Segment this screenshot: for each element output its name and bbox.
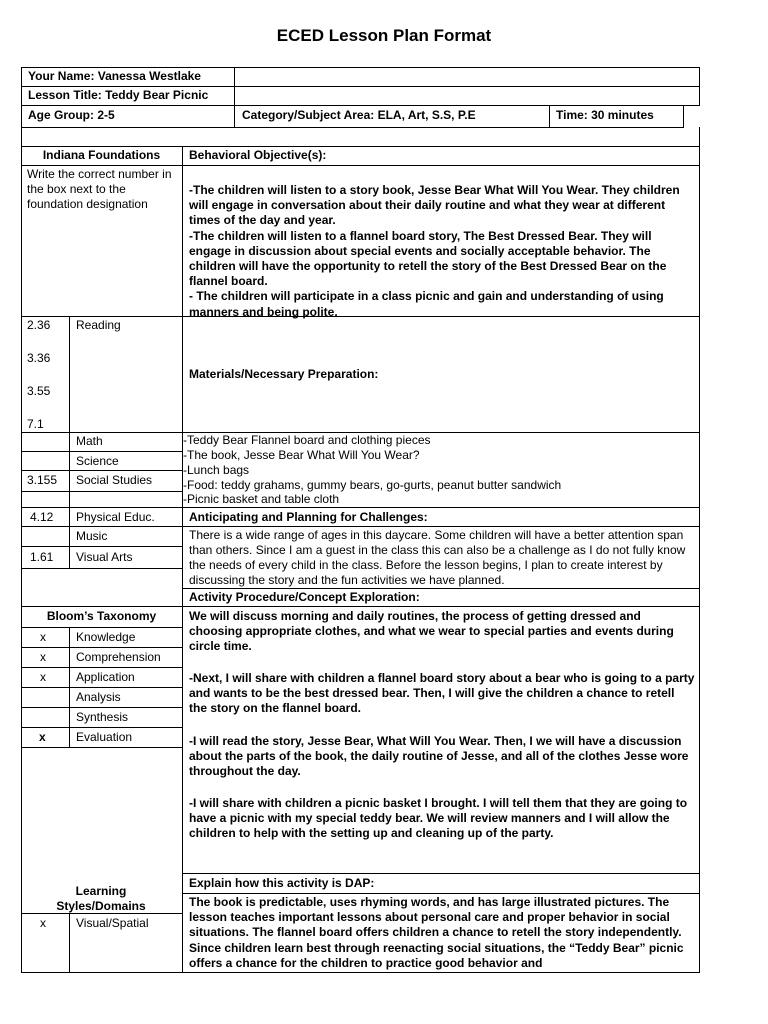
lesson-title: Lesson Title: Teddy Bear Picnic [28,88,209,102]
subject-code: 1.61 [30,550,54,564]
blooms-synthesis: Synthesis [76,710,129,724]
procedure-header: Activity Procedure/Concept Exploration: [189,590,420,604]
time: Time: 30 minutes [556,108,654,122]
blooms-header: Bloom’s Taxonomy [46,609,157,623]
materials-item: -Picnic basket and table cloth [183,492,340,506]
materials-item: -The book, Jesse Bear What Will You Wear? [183,448,420,462]
subject-physical-educ: Physical Educ. [76,510,155,524]
rule [21,972,700,973]
page-title: ECED Lesson Plan Format [276,26,492,45]
rule [699,127,700,972]
materials-item: -Lunch bags [183,463,250,477]
rule [683,105,684,127]
rule [21,606,700,607]
rule [21,647,182,648]
your-name: Your Name: Vanessa Westlake [28,69,201,83]
rule [69,913,70,972]
rule [21,67,22,127]
subject-code: 4.12 [30,510,54,524]
rule [182,873,700,874]
rule [21,707,182,708]
blooms-evaluation: Evaluation [76,730,133,744]
subject-code: 3.155 [27,473,58,487]
reading-code: 3.36 [27,351,51,365]
subject-reading: Reading [76,318,121,332]
rule [182,146,183,972]
blooms-application: Application [76,670,135,684]
rule [21,451,182,452]
rule [21,67,700,68]
foundations-note: Write the correct number in the box next to the foundation designation [27,167,172,211]
objectives-text: -The children will listen to a story book, Jesse Bear What Will You Wear. They children will engage in conversation about their daily routine and what they wear at different times of the day and year. -The children will listen to a flannel board story, The Best Dressed Bear. They will engage in discussion about special events and socially acceptable behavior. The children will have the opportunity to retell the story of the Best Dressed Bear on the flannel board. - The children will participate in a class picnic and gain and understanding of using manners and being polite. [189,183,680,319]
blooms-mark: x [40,650,46,664]
subject-visual-arts: Visual Arts [76,550,133,564]
materials-item: -Food: teddy grahams, gummy bears, go-gurts, peanut butter sandwich [183,478,562,492]
rule [21,687,182,688]
subject-music: Music [76,529,108,543]
challenges-text: There is a wide range of ages in this daycare. Some children will have a better attention span than others. Since I am a guest in the class this can also be a challenge as I do not fully know the needs of every child in the class. Before the lesson begins, I plan to create interest by discussing the story and the fun activities we have planned. [189,528,686,587]
rule [182,893,700,894]
objectives-header: Behavioral Objective(s): [189,148,327,162]
learning-mark: x [40,916,46,930]
rule [21,727,182,728]
rule [549,105,550,127]
rule [21,86,700,87]
foundations-header: Indiana Foundations [42,148,161,162]
blooms-knowledge: Knowledge [76,630,136,644]
rule [21,105,700,106]
rule [21,627,182,628]
rule [69,316,70,432]
materials-header: Materials/Necessary Preparation: [189,367,379,381]
procedure-step: -I will share with children a picnic basket I brought. I will tell them that they are going to have a picnic with my special teddy bear. We will review manners and I will allow the children to help with the setting up and cleaning up of the party. [189,796,688,841]
rule [699,67,700,105]
subject-social-studies: Social Studies [76,473,153,487]
materials-item: -Teddy Bear Flannel board and clothing pieces [183,433,431,447]
learning-visual-spatial: Visual/Spatial [76,916,149,930]
dap-text: The book is predictable, uses rhyming words, and has large illustrated pictures. The lesson teaches important lessons about personal care and proper behavior in social situations. The flannel board offers children a chance to retell the story independently. Since children learn best through reenacting social situations, the “Teddy Bear” picnic offers a chance for the children to practice good behavior and [189,895,684,970]
rule [21,568,182,569]
rule [21,165,700,166]
rule [182,588,700,589]
learning-header: Learning Styles/Domains [56,884,146,913]
reading-code: 2.36 [27,318,51,332]
rule [21,146,700,147]
rule [21,491,182,492]
reading-code: 7.1 [27,417,44,431]
reading-code: 3.55 [27,384,51,398]
procedure-step: -Next, I will share with children a flannel board story about a bear who is going to a party and wants to be the best dressed bear. Then, I will give the children a chance to retell the story on the flannel board. [189,671,695,716]
subject-science: Science [76,454,119,468]
blooms-comprehension: Comprehension [76,650,161,664]
rule [21,546,182,547]
rule [21,507,700,508]
rule [69,432,70,568]
blooms-analysis: Analysis [76,690,121,704]
category-subject: Category/Subject Area: ELA, Art, S.S, P.E [242,108,476,122]
rule [21,127,684,128]
subject-math: Math [76,434,103,448]
blooms-mark: x [40,670,46,684]
procedure-step: -I will read the story, Jesse Bear, What Will You Wear. Then, I we will have a discussion about the parts of the book, the daily routine of Jesse, and all of the clothes Jesse wore throughout the day. [189,734,689,779]
procedure-step: We will discuss morning and daily routines, the process of getting dressed and choosing appropriate clothes, and what we wear to special parties and events during circle time. [189,609,674,654]
blooms-mark: x [39,730,46,744]
age-group: Age Group: 2-5 [28,108,115,122]
rule [21,127,22,972]
dap-header: Explain how this activity is DAP: [189,876,375,890]
rule [21,470,182,471]
blooms-mark: x [40,630,46,644]
rule [69,627,70,747]
rule [21,526,700,527]
rule [21,667,182,668]
rule [234,67,235,127]
rule [21,747,182,748]
challenges-header: Anticipating and Planning for Challenges: [189,510,428,524]
